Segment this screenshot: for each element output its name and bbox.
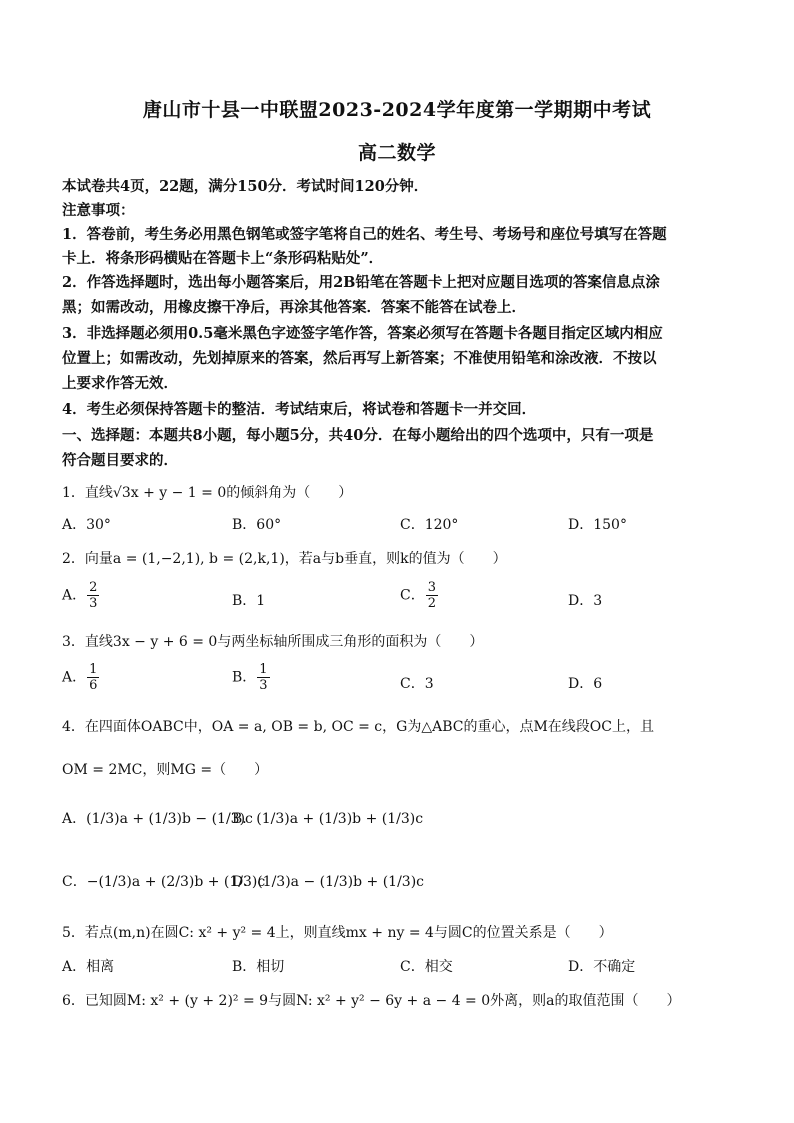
question-1-option-b: B．60°: [232, 517, 282, 533]
question-1-option-c: C．120°: [400, 517, 459, 533]
fraction-numerator: 2: [89, 580, 98, 595]
notice-heading: 注意事项：: [62, 202, 135, 219]
question-4-option-b: B．(1/3)a + (1/3)b + (1/3)c: [232, 811, 424, 827]
notice-item-1-line-1: 1．答卷前，考生务必用黑色钢笔或签字笔将自己的姓名、考生号、考场号和座位号填写在答题: [62, 226, 667, 243]
question-5-stem: 5．若点(m,n)在圆C: x² + y² = 4上，则直线mx + ny = 4与圆C的位置关系是（ ）: [62, 925, 613, 941]
question-2-option-a-label: A．: [62, 587, 87, 604]
notice-item-1-line-2: 卡上．将条形码横贴在答题卡上“条形码粘贴处”．: [62, 250, 384, 267]
question-2-option-c-fraction: [426, 580, 438, 611]
question-2-stem: 2．向量a = (1,−2,1), b = (2,k,1)，若a与b垂直，则k的值为（ ）: [62, 551, 507, 567]
question-3-option-b-label: B．: [232, 669, 257, 686]
notice-item-2-line-2: 黑；如需改动，用橡皮擦干净后，再涂其他答案．答案不能答在试卷上．: [62, 299, 526, 316]
question-2-option-b: B．1: [232, 593, 266, 609]
question-4-stem-line-1: 4．在四面体OABC中，OA = a, OB = b, OC = c，G为△ABC的重心，点M在线段OC上，且: [62, 719, 654, 735]
question-1-option-d: D．150°: [568, 517, 627, 533]
question-6-stem: 6．已知圆M: x² + (y + 2)² = 9与圆N: x² + y² − 6y + a − 4 = 0外离，则a的取值范围（ ）: [62, 993, 681, 1009]
question-3-option-a-fraction: [87, 662, 99, 693]
fraction-numerator: 3: [427, 580, 436, 595]
question-2-option-c: [400, 580, 439, 611]
exam-summary: 本试卷共4页，22题，满分150分．考试时间120分钟．: [62, 178, 429, 195]
section1-heading-line-2: 符合题目要求的．: [62, 452, 178, 469]
question-2-option-a: [62, 580, 100, 611]
question-1-option-a: A．30°: [62, 517, 111, 533]
question-2-option-a-fraction: [87, 580, 99, 611]
question-5-option-b: B．相切: [232, 959, 285, 975]
notice-item-3-line-3: 上要求作答无效．: [62, 375, 178, 392]
fraction-denominator: 6: [89, 678, 98, 693]
exam-title: 唐山市十县一中联盟2023-2024学年度第一学期期中考试: [142, 99, 652, 121]
question-5-option-c: C．相交: [400, 959, 453, 975]
section1-heading-line-1: 一、选择题：本题共8小题，每小题5分，共40分．在每小题给出的四个选项中，只有一项是: [62, 427, 654, 444]
question-1-stem: 1．直线√3x + y − 1 = 0的倾斜角为（ ）: [62, 485, 353, 501]
question-4-option-a: A．(1/3)a + (1/3)b − (1/3)c: [62, 811, 253, 827]
question-3-stem: 3．直线3x − y + 6 = 0与两坐标轴所围成三角形的面积为（ ）: [62, 634, 484, 650]
fraction-denominator: 2: [427, 596, 436, 611]
question-3-option-a-label: A．: [62, 669, 87, 686]
question-2-option-d: D．3: [568, 593, 603, 609]
notice-item-3-line-1: 3．非选择题必须用0.5毫米黑色字迹签字笔作答，答案必须写在答题卡各题目指定区域内相应: [62, 325, 663, 342]
fraction-numerator: 1: [259, 662, 268, 677]
question-3-option-b: [232, 662, 271, 693]
fraction-denominator: 3: [259, 678, 268, 693]
question-3-option-a: [62, 662, 100, 693]
question-3-option-d: D．6: [568, 676, 603, 692]
question-4-option-c: C．−(1/3)a + (2/3)b + (1/3)c: [62, 874, 266, 890]
notice-item-3-line-2: 位置上；如需改动，先划掉原来的答案，然后再写上新答案；不准使用铅笔和涂改液．不按以: [62, 350, 657, 367]
question-2-option-c-label: C．: [400, 587, 425, 604]
question-3-option-b-fraction: [257, 662, 269, 693]
question-5-option-d: D．不确定: [568, 959, 636, 975]
question-3-option-c: C．3: [400, 676, 434, 692]
notice-item-2-line-1: 2．作答选择题时，选出每小题答案后，用2B铅笔在答题卡上把对应题目选项的答案信息点涂: [62, 274, 660, 291]
fraction-numerator: 1: [89, 662, 98, 677]
question-4-stem-line-2: OM = 2MC，则MG =（ ）: [62, 762, 269, 778]
fraction-denominator: 3: [89, 596, 98, 611]
question-4-option-d: D．(1/3)a − (1/3)b + (1/3)c: [232, 874, 425, 890]
notice-item-4: 4．考生必须保持答题卡的整洁．考试结束后，将试卷和答题卡一并交回．: [62, 401, 537, 418]
subject-title: 高二数学: [357, 142, 436, 164]
question-5-option-a: A．相离: [62, 959, 115, 975]
